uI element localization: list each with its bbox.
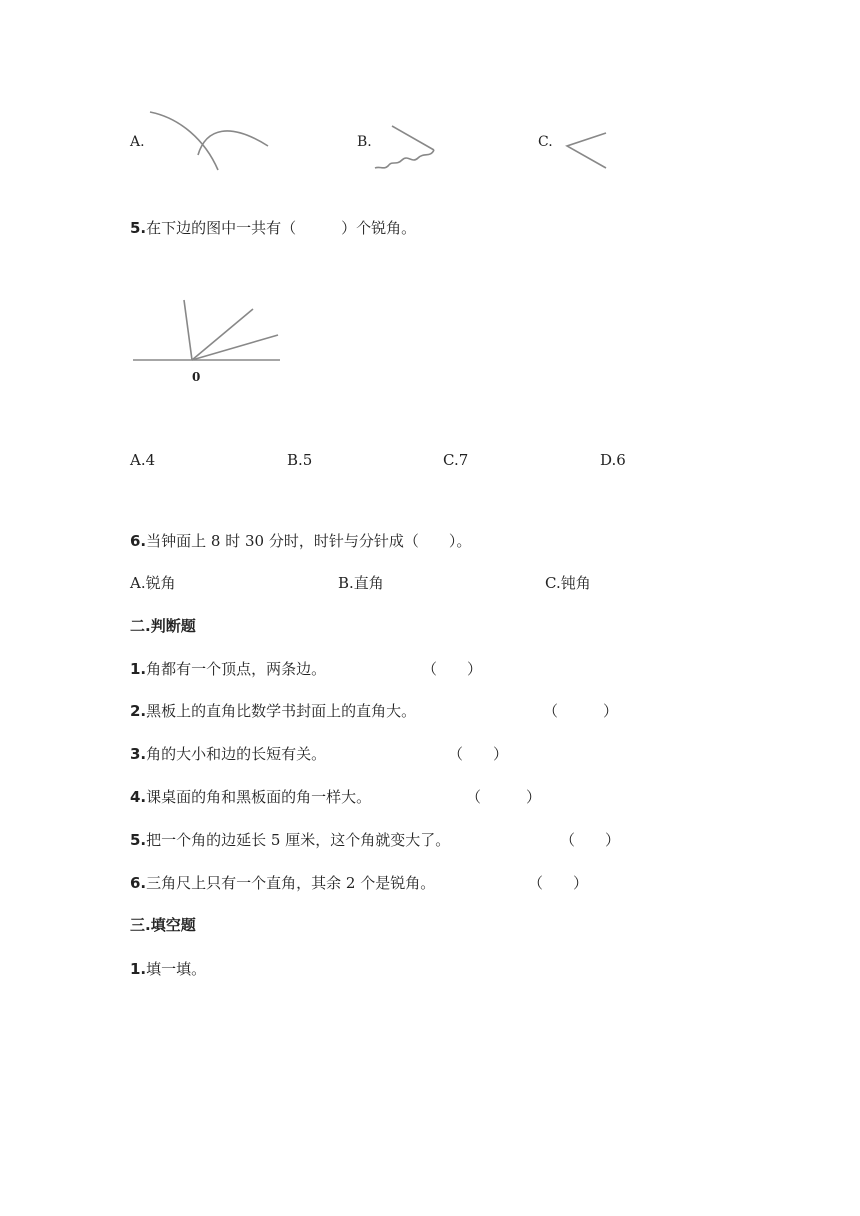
q6-question: 当钟面上 8 时 30 分时，时针与分针成（ ）。 [146, 532, 472, 550]
judge-item-3 [130, 743, 326, 764]
judge-item-text: 黑板上的直角比数学书封面上的直角大。 [146, 702, 417, 720]
q4-option-a-label: A. [130, 134, 145, 150]
section-3-title: 三.填空题 [130, 916, 196, 934]
judge-item-2-blank: （ ） [543, 702, 619, 720]
judge-item-3-blank: （ ） [448, 745, 509, 763]
q4-option-c-figure [560, 128, 620, 178]
judge-item-2 [130, 700, 416, 721]
judge-item-number: 4. [130, 788, 147, 806]
judge-item-5-blank: （ ） [560, 831, 621, 849]
q6-number: 6. [130, 532, 147, 550]
q5-text [130, 217, 416, 238]
section-2-title: 二.判断题 [130, 617, 196, 635]
judge-item-text: 课桌面的角和黑板面的角一样大。 [146, 788, 372, 806]
q4-option-b-figure [370, 120, 450, 180]
judge-item-number: 1. [130, 660, 147, 678]
fill-item-1 [130, 958, 206, 979]
judge-item-6-blank: （ ） [528, 874, 589, 892]
judge-item-1 [130, 658, 326, 679]
judge-item-number: 3. [130, 745, 147, 763]
q5-option-d: D.6 [600, 451, 626, 469]
judge-item-text: 三角尺上只有一个直角，其余 2 个是锐角。 [146, 874, 436, 892]
q4-option-b-label: B. [357, 134, 372, 150]
judge-item-text: 角的大小和边的长短有关。 [146, 745, 327, 763]
judge-item-number: 6. [130, 874, 147, 892]
fill-item-text: 填一填。 [146, 960, 207, 978]
fill-item-number: 1. [130, 960, 147, 978]
q5-number: 5. [130, 219, 147, 237]
q5-option-b: B.5 [287, 451, 313, 469]
judge-item-4-blank: （ ） [466, 788, 542, 806]
q4-option-a-figure [140, 100, 280, 180]
q6-option-b: B.直角 [338, 574, 384, 592]
judge-item-number: 2. [130, 702, 147, 720]
q6-text [130, 530, 471, 551]
judge-item-4 [130, 786, 371, 807]
q6-option-c: C.钝角 [545, 574, 591, 592]
q5-question: 在下边的图中一共有（ ）个锐角。 [146, 219, 417, 237]
q5-option-c: C.7 [443, 451, 469, 469]
judge-item-6 [130, 872, 435, 893]
judge-item-text: 角都有一个顶点，两条边。 [146, 660, 327, 678]
q5-angle-figure [130, 295, 290, 370]
judge-item-text: 把一个角的边延长 5 厘米，这个角就变大了。 [146, 831, 451, 849]
judge-item-1-blank: （ ） [422, 660, 483, 678]
q5-vertex-label: 0 [192, 370, 201, 384]
judge-item-number: 5. [130, 831, 147, 849]
judge-item-5 [130, 829, 450, 850]
q6-option-a: A.锐角 [130, 574, 176, 592]
q5-option-a: A.4 [130, 451, 156, 469]
q4-option-c-label: C. [538, 134, 553, 150]
